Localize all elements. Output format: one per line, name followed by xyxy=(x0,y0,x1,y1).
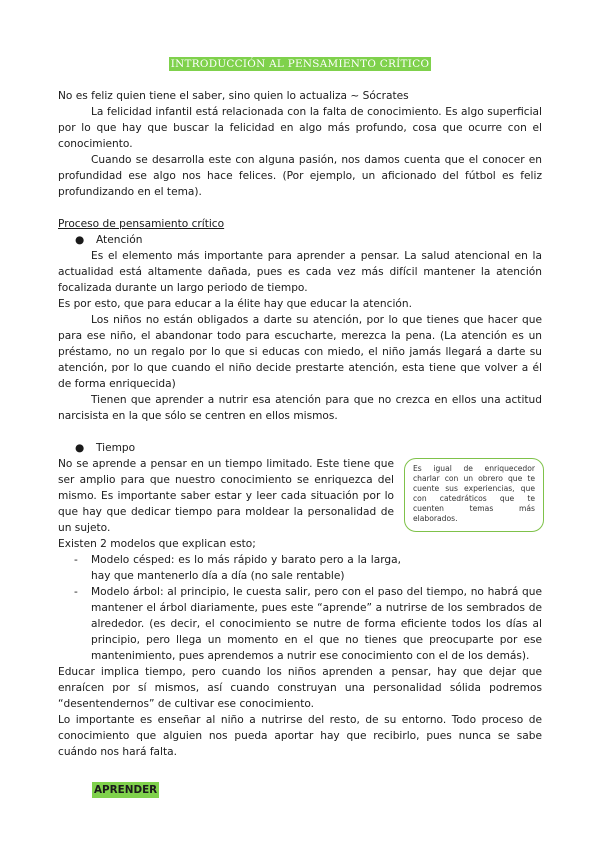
time-paragraph-2: Educar implica tiempo, pero cuando los niños aprenden a pensar, hay que dejar que enraícen por sí mismos, así cuando construyan una personalidad sólida podremos “desentendernos” de cultivar ese conocimiento. xyxy=(58,666,542,710)
time-paragraph-3: Lo importante es enseñar al niño a nutrirse del resto, de su entorno. Todo proceso de conocimiento que alguien nos pueda aportar hay que recibirlo, pues nunca se sabe cuándo nos hará falta. xyxy=(58,714,542,758)
model-lawn-text: Modelo césped: es lo más rápido y barato pero a la larga, hay que mantenerlo día a día (no sale rentable) xyxy=(91,554,401,582)
attention-paragraph-1: Es el elemento más importante para aprender a pensar. La salud atencional en la actualidad está altamente dañada, pues es cada vez más difícil mantener la atención focalizada durante un largo periodo de tiempo. xyxy=(58,250,542,294)
title-wrap xyxy=(58,56,542,72)
model-tree xyxy=(58,584,542,664)
models-intro: Existen 2 modelos que explican esto; xyxy=(58,538,256,550)
time-callout-zone xyxy=(58,456,542,536)
attention-paragraph-4: Tienen que aprender a nutrir esa atención para que no crezca en ellos una actitud narcisista en la que sólo se centren en ellos mismos. xyxy=(58,394,542,422)
intro-paragraph-1: La felicidad infantil está relacionada con la falta de conocimiento. Es algo superficial por lo que hay que buscar la felicidad en algo más profundo, cosa que ocurre con el conocimiento. xyxy=(58,106,542,150)
section-heading-process xyxy=(58,216,542,232)
bullet-time xyxy=(58,440,542,456)
model-tree-text: Modelo árbol: al principio, le cuesta salir, pero con el paso del tiempo, no habrá que mantener el árbol diariamente, pues este “aprende” a nutrirse de los sembrados de alrededor. (es decir, el conocimiento se nutre de forma eficiente todos los días al principio, pero llega un momento en el que no tienes que preocuparte por ese mantenimiento, pues aprendemos a nutrir ese conocimiento con el de los demás). xyxy=(91,586,542,662)
bullet-icon: ● xyxy=(75,234,85,246)
section-heading-aprender: APRENDER xyxy=(94,784,158,796)
attention-paragraph-3: Los niños no están obligados a darte su atención, por lo que tienes que hacer que para ese niño, el abandonar todo para escucharte, merezca la pena. (La atención es un préstamo, no un regalo por lo que si educas con miedo, el niño jamás llegará a darte su atención, por lo que cuando el niño decide prestarte atención, esta tiene que volver a él de forma enriquecida) xyxy=(58,314,542,390)
bullet-icon: ● xyxy=(75,442,85,454)
socrates-quote: No es feliz quien tiene el saber, sino quien lo actualiza ~ Sócrates xyxy=(58,90,409,102)
attention-paragraph-2: Es por esto, que para educar a la élite hay que educar la atención. xyxy=(58,298,412,310)
callout-note: Es igual de enriquecedor charlar con un obrero que te cuente sus experiencias, que con catedráticos que te cuenten temas más elaborados. xyxy=(404,458,544,532)
bullet-time-label: Tiempo xyxy=(96,442,136,454)
page-title: INTRODUCCIÓN AL PENSAMIENTO CRÍTICO xyxy=(170,58,430,70)
dash-icon: - xyxy=(74,554,78,566)
bullet-attention-label: Atención xyxy=(96,234,143,246)
document-page xyxy=(58,56,542,798)
model-lawn xyxy=(58,552,542,584)
process-heading-text: Proceso de pensamiento crítico xyxy=(58,218,225,230)
dash-icon: - xyxy=(74,586,78,598)
time-paragraph-1: No se aprende a pensar en un tiempo limitado. Este tiene que ser amplio para que nuestro conocimiento se enriquezca del mismo. Es importante saber estar y leer cada situación por lo que hay que dedicar tiempo para moldear la personalidad de un sujeto. xyxy=(58,458,394,534)
bullet-attention xyxy=(58,232,542,248)
intro-paragraph-2: Cuando se desarrolla este con alguna pasión, nos damos cuenta que el conocer en profundidad ese algo nos hace felices. (Por ejemplo, un aficionado del fútbol es feliz profundizando en el tema). xyxy=(58,154,542,198)
